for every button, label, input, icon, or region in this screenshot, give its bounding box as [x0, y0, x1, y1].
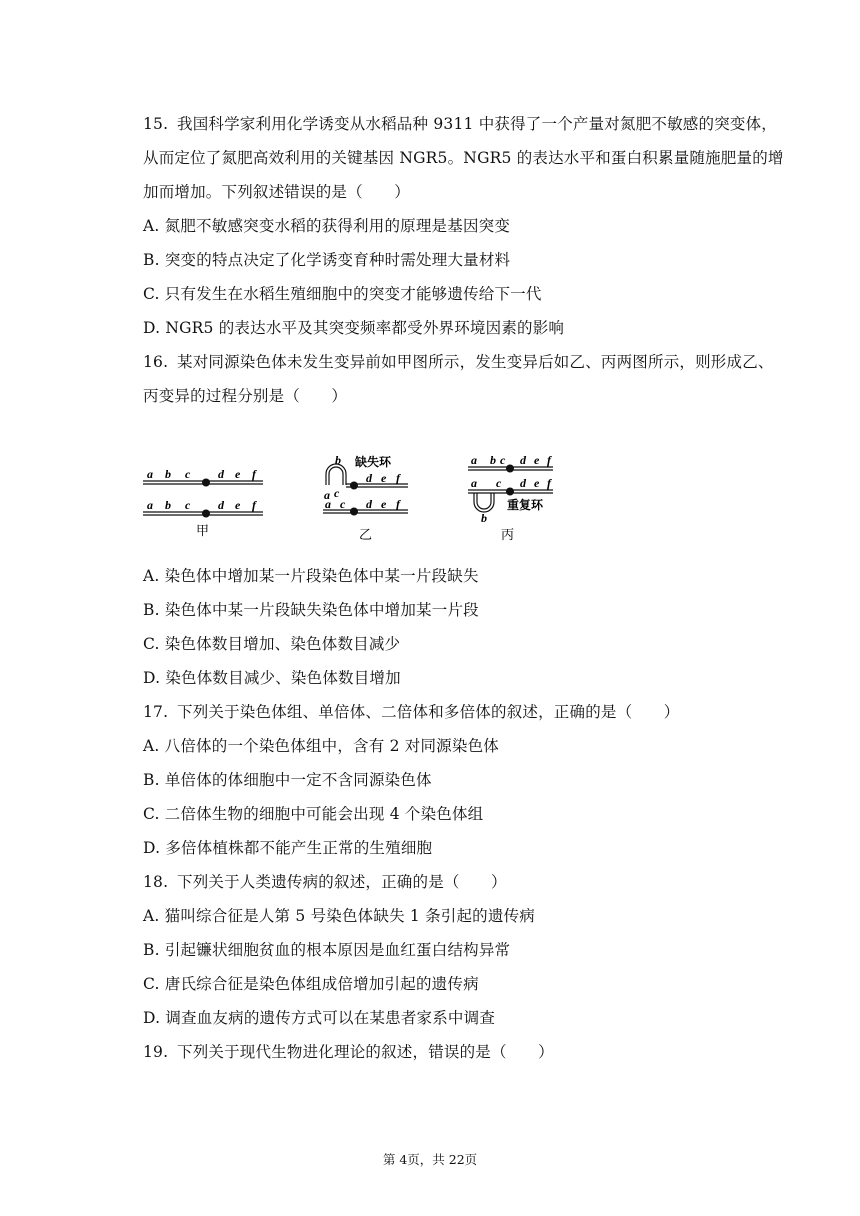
gene-label-a: a: [147, 467, 153, 481]
gene-label-a: a: [325, 497, 331, 511]
q18-option-a: A. 猫叫综合征是人第 5 号染色体缺失 1 条引起的遗传病: [143, 907, 535, 925]
gene-label-d: d: [520, 476, 526, 490]
figure-label-bing: 丙: [501, 527, 515, 542]
q18-stem-line-1: 18. 下列关于人类遗传病的叙述，正确的是（ ）: [143, 873, 507, 891]
q15-stem-line-2: 从而定位了氮肥高效利用的关键基因 NGR5。NGR5 的表达水平和蛋白积累量随施肥量的增: [143, 149, 784, 167]
gene-label-e: e: [235, 467, 241, 481]
q17-stem-line-1: 17. 下列关于染色体组、单倍体、二倍体和多倍体的叙述，正确的是（ ）: [143, 703, 680, 721]
q16-option-c: C. 染色体数目增加、染色体数目减少: [143, 635, 401, 653]
q16-stem-line-2: 丙变异的过程分别是（ ）: [143, 387, 348, 405]
gene-label-c: c: [185, 498, 191, 512]
gene-label-b: b: [490, 453, 496, 467]
question-number: 16.: [143, 353, 169, 371]
gene-label-b: b: [165, 498, 171, 512]
question-number: 17.: [143, 703, 169, 721]
q18-option-d: D. 调查血友病的遗传方式可以在某患者家系中调查: [143, 1009, 496, 1027]
gene-label-d: d: [366, 471, 372, 485]
gene-label-e: e: [534, 453, 540, 467]
figure-label-jia: 甲: [196, 523, 210, 538]
q16-option-b: B. 染色体中某一片段缺失染色体中增加某一片段: [143, 601, 479, 619]
gene-label-d: d: [366, 497, 372, 511]
gene-label-c: c: [500, 453, 506, 467]
gene-label-f: f: [252, 498, 256, 512]
q17-option-b: B. 单倍体的体细胞中一定不含同源染色体: [143, 771, 432, 789]
q15-option-a: A. 氮肥不敏感突变水稻的获得利用的原理是基因突变: [143, 217, 511, 235]
gene-label-f: f: [252, 467, 256, 481]
figure-yi: [323, 453, 408, 542]
gene-label-f: f: [396, 471, 400, 485]
gene-label-c: c: [340, 497, 346, 511]
q15-option-d: D. NGR5 的表达水平及其突变频率都受外界环境因素的影响: [143, 319, 565, 337]
q17-option-c: C. 二倍体生物的细胞中可能会出现 4 个染色体组: [143, 805, 484, 823]
gene-label-b: b: [335, 453, 341, 467]
page-footer: 第 4页，共 22页: [382, 1152, 478, 1167]
gene-label-a: a: [324, 488, 330, 502]
chromosome-variation-figure: [138, 452, 558, 547]
question-number: 18.: [143, 873, 169, 891]
q15-stem-line-3: 加而增加。下列叙述错误的是（ ）: [143, 183, 410, 201]
gene-label-c: c: [496, 476, 502, 490]
question-number: 19.: [143, 1043, 169, 1061]
gene-label-a: a: [471, 453, 477, 467]
loss-loop-label: 缺失环: [355, 455, 392, 469]
gene-label-e: e: [381, 497, 387, 511]
q17-option-d: D. 多倍体植株都不能产生正常的生殖细胞: [143, 839, 433, 857]
question-number: 15.: [143, 115, 169, 133]
gene-label-f: f: [547, 453, 551, 467]
gene-label-c: c: [334, 486, 340, 500]
gene-label-d: d: [218, 467, 224, 481]
q16-option-a: A. 染色体中增加某一片段染色体中某一片段缺失: [143, 567, 479, 585]
gene-label-a: a: [147, 498, 153, 512]
figure-bing: [468, 453, 553, 542]
duplication-loop-label: 重复环: [507, 498, 544, 512]
gene-label-b: b: [481, 511, 487, 525]
q18-option-b: B. 引起镰状细胞贫血的根本原因是血红蛋白结构异常: [143, 941, 511, 959]
q15-stem-line-1: 15. 我国科学家利用化学诱变从水稻品种 9311 中获得了一个产量对氮肥不敏感的突变体，: [143, 115, 778, 133]
q15-option-b: B. 突变的特点决定了化学诱变育种时需处理大量材料: [143, 251, 511, 269]
figure-label-yi: 乙: [359, 527, 373, 542]
q19-stem-line-1: 19. 下列关于现代生物进化理论的叙述，错误的是（ ）: [143, 1043, 554, 1061]
gene-label-b: b: [165, 467, 171, 481]
gene-label-a: a: [471, 476, 477, 490]
q16-option-d: D. 染色体数目减少、染色体数目增加: [143, 669, 401, 687]
gene-label-f: f: [547, 476, 551, 490]
gene-label-e: e: [381, 471, 387, 485]
q17-option-a: A. 八倍体的一个染色体组中，含有 2 对同源染色体: [143, 737, 499, 755]
gene-label-e: e: [534, 476, 540, 490]
gene-label-d: d: [218, 498, 224, 512]
q15-option-c: C. 只有发生在水稻生殖细胞中的突变才能够遗传给下一代: [143, 285, 542, 303]
q16-stem-line-1: 16. 某对同源染色体未发生变异前如甲图所示，发生变异后如乙、丙两图所示，则形成乙、: [143, 353, 774, 371]
gene-label-d: d: [520, 453, 526, 467]
gene-label-e: e: [235, 498, 241, 512]
gene-label-c: c: [185, 467, 191, 481]
figure-jia: [143, 467, 263, 538]
gene-label-f: f: [396, 497, 400, 511]
q18-option-c: C. 唐氏综合征是染色体组成倍增加引起的遗传病: [143, 975, 479, 993]
